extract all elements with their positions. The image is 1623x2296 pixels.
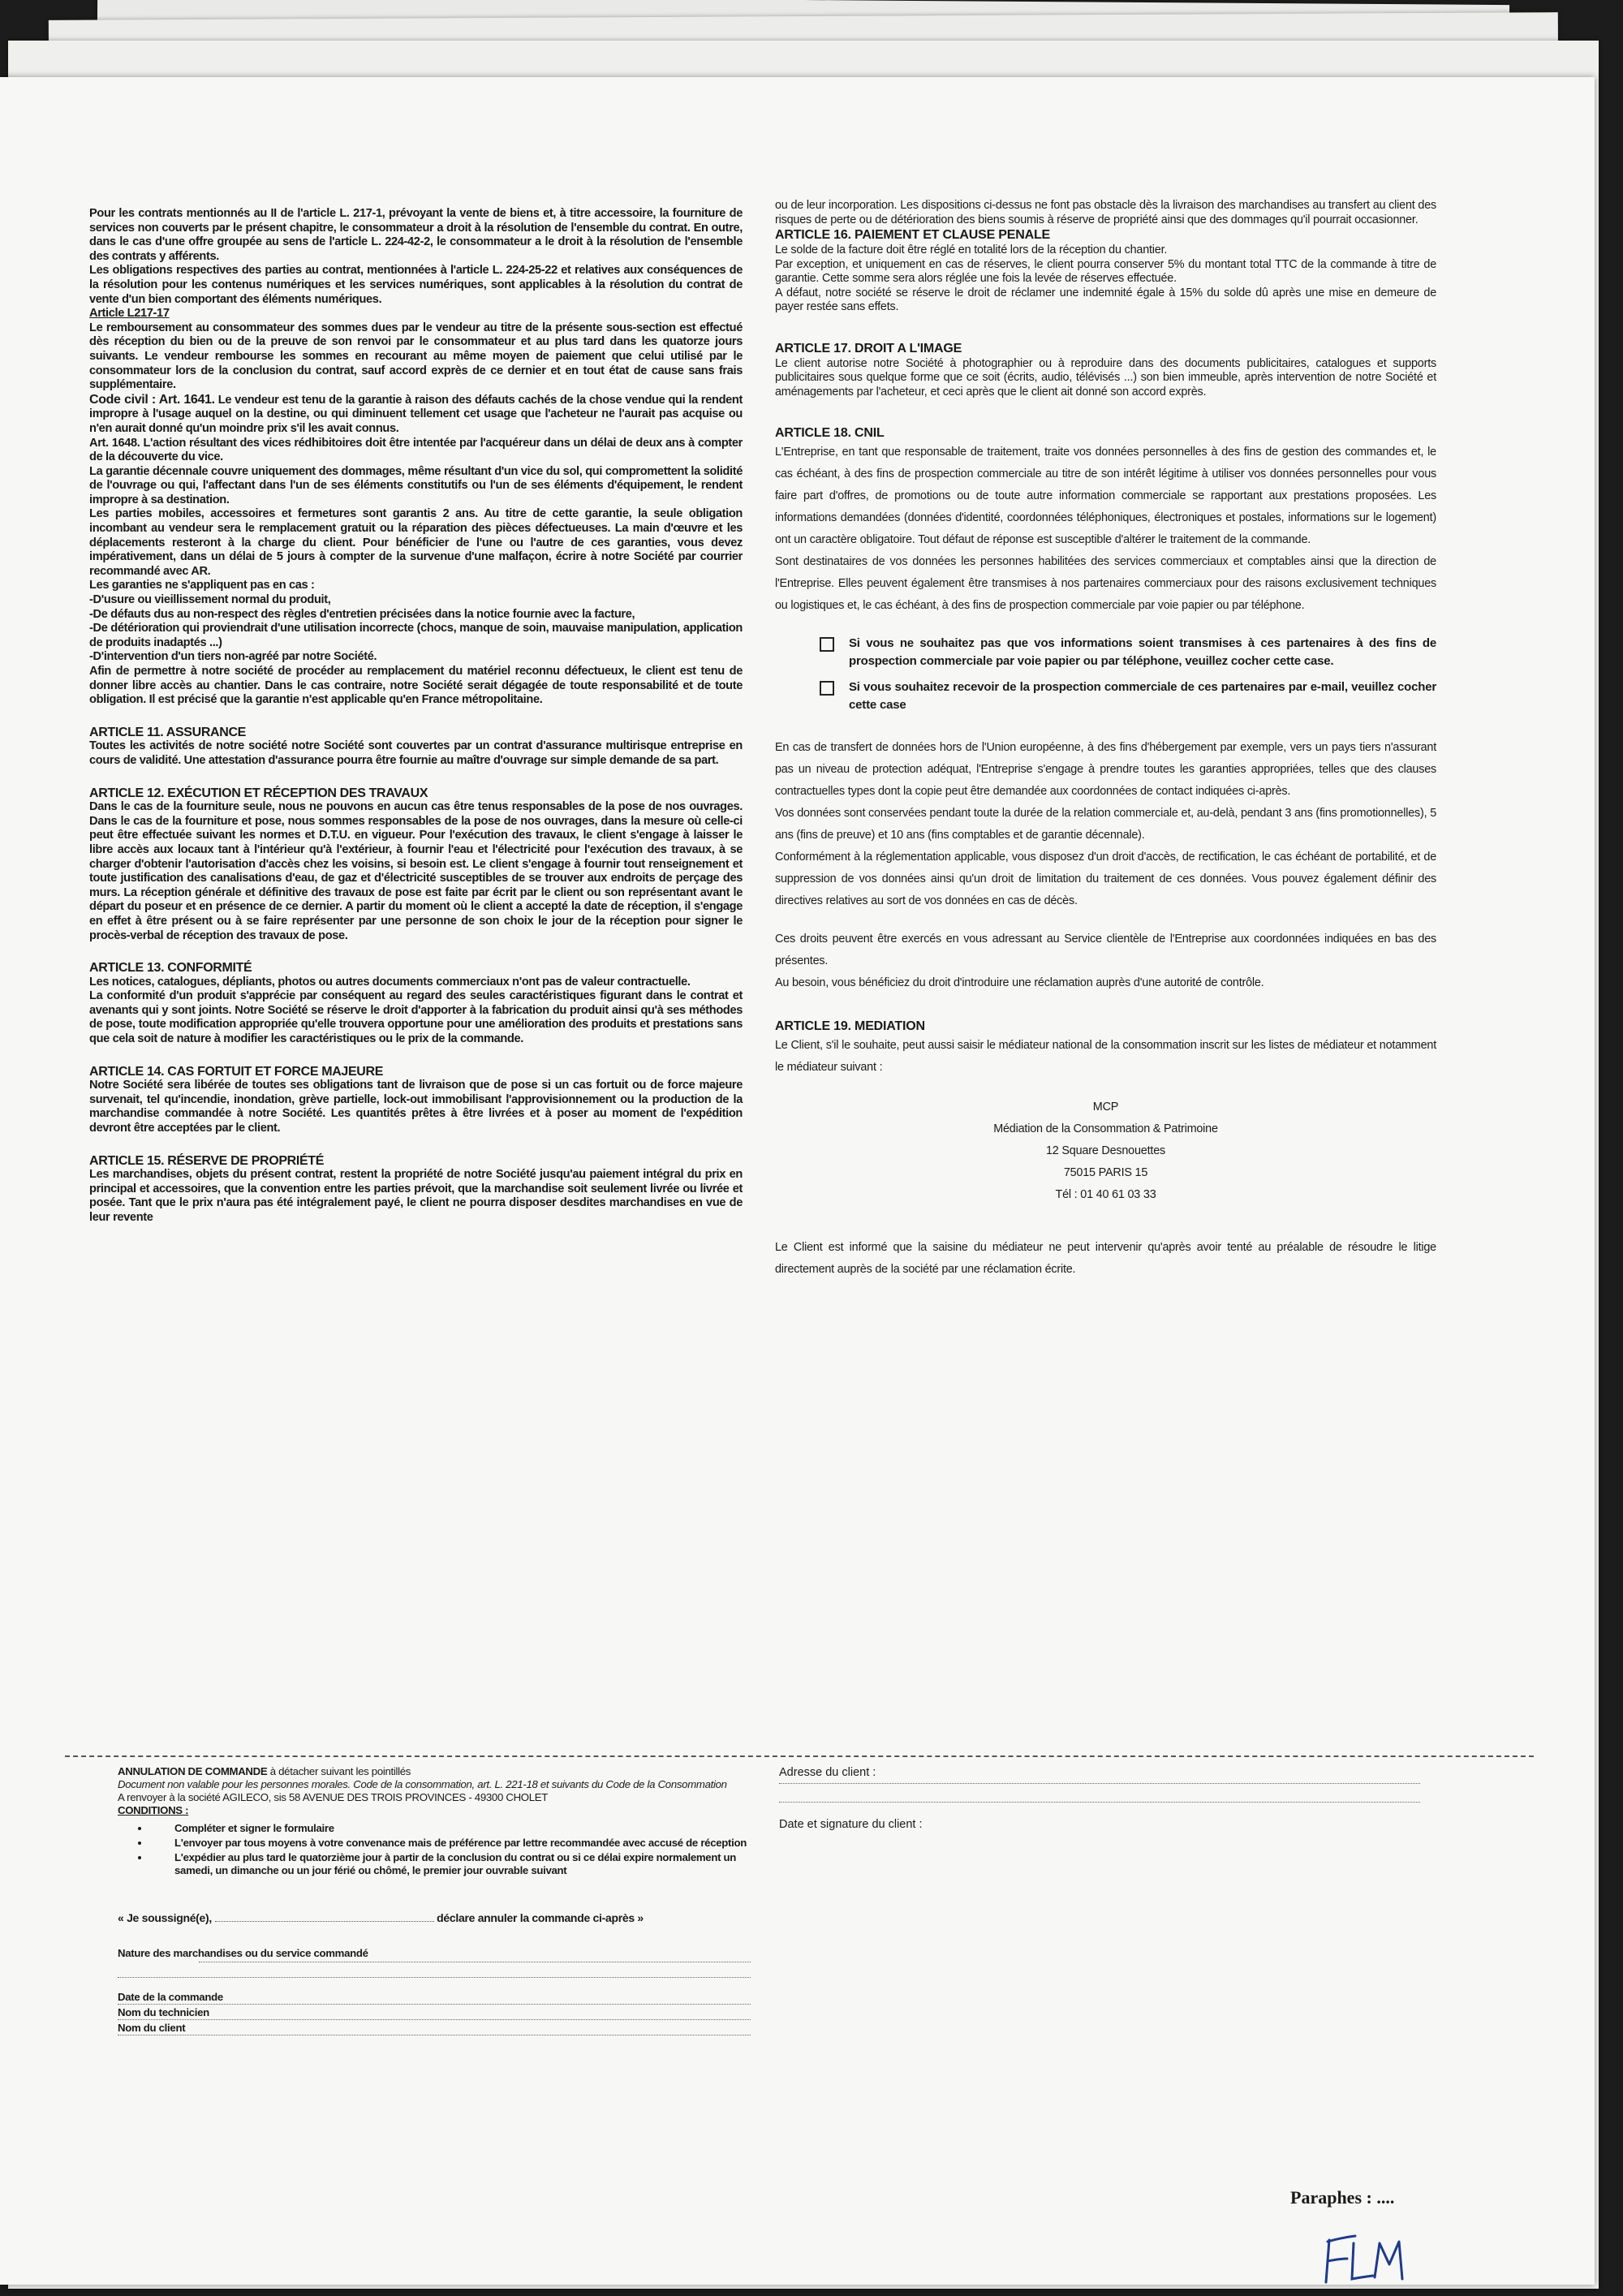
paragraph: La garantie décennale couvre uniquement des dommages, même résultant d'un vice du sol, qui compromettent la solidité de l'ouvrage ou qui, l'affectant dans l'un de ses éléments constitutifs ou l'un de ses éléments d'équipement, le rendent impropre à sa destination. — [89, 464, 743, 506]
paragraph: Le Client, s'il le souhaite, peut aussi saisir le médiateur national de la consommation inscrit sur les listes de médiateur et notamment le médiateur suivant : — [775, 1039, 1436, 1074]
paraphes-label: Paraphes : .... — [1290, 2187, 1395, 2208]
client-name-field[interactable] — [118, 2022, 751, 2035]
list-item: -De détérioration qui proviendrait d'une utilisation incorrecte (chocs, manque de soin, mauvaise manipulation, application de produits inadaptés ...) — [89, 622, 743, 649]
paragraph: Au besoin, vous bénéficiez du droit d'introduire une réclamation auprès d'une autorité de contrôle. — [775, 976, 1264, 989]
paragraph: Sont destinataires de vos données les personnes habilitées des services commerciaux et comptables ainsi que la direction de l'Entreprise. Elles peuvent également être transmises à nos partenaires commerciaux pour des raisons exclusivement techniques ou logistiques et, le cas échéant, à des fins de prospection commerciale par voie papier ou par téléphone. — [775, 555, 1436, 612]
article-18-title: ARTICLE 18. CNIL — [775, 426, 885, 440]
article-12-title: ARTICLE 12. EXÉCUTION ET RÉCEPTION DES TRAVAUX — [89, 786, 428, 800]
paragraph: Les obligations respectives des parties au contrat, mentionnées à l'article L. 224-25-22 et relatives aux conséquences de la résolution pour les contenus numériques et les services numériques, sont applicables à la résolution du contrat de vente d'un bien comportant des éléments numériques. — [89, 264, 743, 306]
paragraph: L'action résultant des vices rédhibitoires doit être intentée par l'acquéreur dans un délai de deux ans à compter de la découverte du vice. — [89, 436, 743, 464]
paragraph: Les garanties ne s'appliquent pas en cas : — [89, 579, 315, 592]
client-name-label: Nom du client — [118, 2022, 186, 2034]
paragraph: Vos données sont conservées pendant toute la durée de la relation commerciale et, au-delà, pendant 3 ans (fins promotionnelles), 5 ans (fins de preuve) et 10 ans (fins comptables et de garantie décennale). — [775, 807, 1436, 842]
paragraph: Les parties mobiles, accessoires et fermetures sont garantis 2 ans. Au titre de cette garantie, la seule obligation incombant au vendeur sera le remplacement gratuit ou la réparation des pièces défectueuses. La main d'œuvre et les déplacements resteront à la charge du client. Pour bénéficier de l'une ou l'autre de ces garanties, vous devez impérativement, dans un délai de 5 jours à compter de la survenue d'une malfaçon, écrire à notre Société par courrier recommandé avec AR. — [89, 507, 743, 578]
article-label: Art. 1648. — [89, 436, 140, 450]
mediator-line: 75015 PARIS 15 — [1063, 1166, 1148, 1179]
form-title-suffix: à détacher suivant les pointillés — [267, 1765, 411, 1777]
paragraph: La conformité d'un produit s'apprécie par conséquent au regard des seules caractéristiques figurant dans le contrat et avenants qui y sont joints. Notre Société se réserve le droit d'apporter à la fabrication du produit ainsi qu'à ses méthodes de pose, toute modification appropriée qu'elle trouvera opportune pour une amélioration des produits et prestations sans que cela soit de nature à modifier les caractéristiques ou le prix de la commande. — [89, 989, 743, 1046]
paragraph: ou de leur incorporation. Les dispositions ci-dessus ne font pas obstacle dès la livraison des marchandises au transfert au client des risques de perte ou de détérioration des biens soumis à réserve de propriété ainsi que des dommages qu'il pourrait occasionner. — [775, 199, 1436, 226]
list-item: -D'intervention d'un tiers non-agréé par notre Société. — [89, 650, 377, 664]
form-title: ANNULATION DE COMMANDE — [118, 1765, 268, 1777]
address-field-2[interactable] — [779, 1784, 1420, 1803]
date-field[interactable] — [118, 1991, 751, 2005]
paragraph: Dans le cas de la fourniture seule, nous ne pouvons en aucun cas être tenus responsables de la pose de nos ouvrages. Dans le cas de la fourniture et pose, nous sommes responsables de la pose de nos ouvrages, dans la mesure où celle-ci peut être effectuée suivant les normes et D.T.U. en vigueur. Pour l'exécution des travaux, le client s'engage à laisser le libre accès aux locaux tant à l'intérieur qu'à l'extérieur, à fournir l'eau et l'électricité pour l'exécution des travaux, à se charger d'obtenir l'autorisation d'accès chez les voisins, si besoin est. Le client s'engage à fournir tout renseignement et toute justification des canalisations d'eau, de gaz et d'électricité susceptibles de se trouver aux endroits de perçage des murs. La réception générale et définitive des travaux de pose est faite par écrit par le client ou son représentant avant le départ du poseur et en présence de ce dernier. A partir du moment où le client a accepté la date de réception, il s'engage en effet à être présent ou à se faire représenter par une personne de son choix le jour de la réception pour signer le procès-verbal de réception des travaux de pose. — [89, 800, 743, 942]
nature-field-2[interactable] — [118, 1964, 751, 1978]
technician-label: Nom du technicien — [118, 2006, 209, 2018]
article-17-title: ARTICLE 17. DROIT A L'IMAGE — [775, 341, 962, 355]
paragraph: Par exception, et uniquement en cas de réserves, le client pourra conserver 5% du montant total TTC de la commande à titre de garantie. Cette somme sera alors réglée une fois la levée de réserves effectuée. — [775, 257, 1436, 285]
mediator-line: 12 Square Desnouettes — [1045, 1144, 1165, 1157]
paragraph: Les marchandises, objets du présent contrat, restent la propriété de notre Société jusqu'au paiement intégral du prix en principal et accessoires, que la convention entre les parties prévoit, que la marchandise soit seulement livrée ou livrée et posée. Tant que le prix n'aura pas été intégralement payé, le client ne pourra disposer desdites marchandises en vue de leur revente — [89, 1168, 743, 1224]
paragraph: Afin de permettre à notre société de procéder au remplacement du matériel reconnu défectueux, le client est tenu de donner libre accès au chantier. Dans le cas contraire, notre Société serait dégagée de toute responsabilité et de toute obligation. Il est précisé que la garantie n'est applicable qu'en France métropolitaine. — [89, 665, 743, 707]
conditions-list — [150, 1822, 751, 1877]
paragraph: Toutes les activités de notre société notre Société sont couvertes par un contrat d'assurance multirisque entreprise en cours de validité. Une attestation d'assurance pourra être fournie au maître d'ouvrage sur simple demande de sa part. — [89, 739, 743, 767]
checkbox-phone[interactable] — [820, 637, 834, 652]
address-label: Adresse du client : — [779, 1766, 876, 1779]
paragraph: Le client autorise notre Société à photographier ou à reproduire dans des documents publicitaires, catalogues et supports publicitaires sous quelque forme que ce soit (écrits, audio, télévisés ...) son bien immeuble, après intervention de notre Société et aménagements par l'acheteur, et ceci après que le client ait donné son accord exprès. — [775, 356, 1436, 398]
initials-signature — [1323, 2232, 1412, 2289]
mediator-address — [775, 1096, 1436, 1206]
declare-line[interactable] — [118, 1911, 751, 1924]
paragraph: Les notices, catalogues, dépliants, photos ou autres documents commerciaux n'ont pas de valeur contractuelle. — [89, 975, 691, 989]
form-note: A renvoyer à la société AGILECO, sis 58 AVENUE DES TROIS PROVINCES - 49300 CHOLET — [118, 1791, 549, 1803]
paragraph: A défaut, notre société se réserve le droit de réclamer une indemnité égale à 15% du solde dû après une mise en demeure de payer restée sans effets. — [775, 286, 1436, 313]
paragraph: Notre Société sera libérée de toutes ses obligations tant de livraison que de pose si un cas fortuit ou de force majeure survenait, tel qu'incendie, inondation, grève partielle, lock-out immobilisant l'approvisionnement ou la production de la marchandise commandée à notre Société. Les quantités prêtes à être livrées et à poser au moment de l'expédition devront être acceptées par le client. — [89, 1079, 743, 1135]
article-15-title: ARTICLE 15. RÉSERVE DE PROPRIÉTÉ — [89, 1153, 325, 1168]
name-field[interactable] — [215, 1921, 434, 1922]
checkbox-email[interactable] — [820, 681, 834, 696]
list-item: • Compléter et signer le formulaire — [150, 1822, 751, 1835]
article-19-title: ARTICLE 19. MEDIATION — [775, 1019, 925, 1033]
paragraph: Le vendeur est tenu de la garantie à raison des défauts cachés de la chose vendue qui la rendent impropre à l'usage auquel on la destine, ou qui diminuent tellement cet usage que l'acheteur ne l'aurait pas acquise ou n'en aurait donné qu'un moindre prix s'il les avait connus. — [89, 393, 743, 435]
declare-end: déclare annuler la commande ci-après » — [437, 1911, 644, 1924]
date-signature-field[interactable] — [779, 1817, 1420, 1832]
paragraph: Le Client est informé que la saisine du médiateur ne peut intervenir qu'après avoir tenté au préalable de résoudre le litige directement auprès de la société par une réclamation écrite. — [775, 1241, 1436, 1276]
client-address-block — [779, 1765, 1420, 1832]
mediator-line: Médiation de la Consommation & Patrimoine — [993, 1122, 1218, 1135]
paragraph: Le solde de la facture doit être réglé en totalité lors de la réception du chantier. — [775, 243, 1168, 256]
checkbox-row-email[interactable] — [820, 678, 1436, 714]
paragraph: Le remboursement au consommateur des sommes dues par le vendeur au titre de la présente sous-section est effectué dès réception du bien ou de la preuve de son renvoi par le consommateur et au plus tard dans les quatorze jours suivants. Le vendeur rembourse les sommes en recourant au même moyen de paiement que celui utilisé par le consommateur lors de la conclusion du contrat, sauf accord exprès de ce dernier et en tout état de cause sans frais supplémentaire. — [89, 321, 743, 392]
checkbox-label: Si vous ne souhaitez pas que vos informations soient transmises à ces partenaires à des fins de prospection commerciale par voie papier ou par téléphone, veuillez cocher cette case. — [849, 636, 1436, 668]
form-note: Document non valable pour les personnes morales. Code de la consommation, art. L. 221-18 et suivants du Code de la Consommation — [118, 1778, 727, 1790]
technician-field[interactable] — [118, 2006, 751, 2020]
date-label: Date de la commande — [118, 1991, 223, 2003]
cancellation-form — [118, 1765, 751, 2035]
conditions-label: CONDITIONS : — [118, 1804, 189, 1816]
list-item: -De défauts dus au non-respect des règles d'entretien précisées dans la notice fournie avec la facture, — [89, 607, 635, 621]
document-page — [0, 77, 1595, 2285]
article-label: Code civil : Art. 1641. — [89, 392, 215, 407]
article-16-title: ARTICLE 16. PAIEMENT ET CLAUSE PENALE — [775, 228, 1051, 242]
left-column — [89, 207, 743, 1226]
paragraph: Pour les contrats mentionnés au II de l'article L. 217-1, prévoyant la vente de biens et, à titre accessoire, la fourniture de services non couverts par le présent chapitre, le consommateur a droit à la résolution de l'ensemble du contrat. En outre, dans le cas d'une offre groupée au sens de l'article L. 224-42-2, le consommateur a le droit à la résolution de l'ensemble des contrats y afférents. — [89, 207, 743, 263]
mediator-line: Tél : 01 40 61 03 33 — [1055, 1188, 1156, 1201]
list-item: -D'usure ou vieillissement normal du produit, — [89, 593, 331, 607]
paragraph: En cas de transfert de données hors de l'Union européenne, à des fins d'hébergement par exemple, vers un pays tiers n'assurant pas un niveau de protection adéquat, l'Entreprise s'engage à prendre toutes les garanties appropriées, telles que des clauses contractuelles types dont la copie peut être demandée aux coordonnées de contact indiquées ci-après. — [775, 741, 1436, 798]
list-item: • L'expédier au plus tard le quatorzième jour à partir de la conclusion du contrat ou si ce délai expire normalement un samedi, un dimanche ou un jour férié ou chômé, le premier jour ouvrable suivant — [150, 1851, 751, 1877]
mediator-line: MCP — [1092, 1101, 1119, 1114]
article-11-title: ARTICLE 11. ASSURANCE — [89, 725, 246, 739]
right-column — [775, 199, 1436, 1281]
checkbox-row-phone[interactable] — [820, 635, 1436, 670]
article-title: Article L217-17 — [89, 307, 170, 321]
cut-line — [65, 1755, 1534, 1757]
nature-label: Nature des marchandises ou du service commandé — [118, 1947, 368, 1959]
paragraph: Ces droits peuvent être exercés en vous adressant au Service clientèle de l'Entreprise aux coordonnées indiquées en bas des présentes. — [775, 933, 1436, 967]
declare-start: « Je soussigné(e), — [118, 1911, 212, 1924]
list-item: • L'envoyer par tous moyens à votre convenance mais de préférence par lettre recommandée avec accusé de réception — [150, 1837, 751, 1850]
paragraph: Conformément à la réglementation applicable, vous disposez d'un droit d'accès, de rectification, le cas échéant de portabilité, et de suppression de vos données ainsi qu'un droit de limitation du traitement de ces données. Vous pouvez également définir des directives relatives au sort de vos données en cas de décès. — [775, 851, 1436, 907]
article-13-title: ARTICLE 13. CONFORMITÉ — [89, 961, 252, 976]
checkbox-label: Si vous souhaitez recevoir de la prospection commerciale de ces partenaires par e-mail, veuillez cocher cette case — [849, 680, 1436, 712]
paragraph: L'Entreprise, en tant que responsable de traitement, traite vos données personnelles à des fins de gestion des commandes et, le cas échéant, à des fins de prospection commerciale au titre de son intérêt légitime à utiliser vos données personnelles pour vous faire part d'offres, de promotions ou de toute autre information commerciale se rapportant aux prestations proposées. Les informations demandées (données d'identité, coordonnées téléphoniques, électroniques et postales, informations sur le logement) ont un caractère obligatoire. Tout défaut de réponse est susceptible d'altérer le traitement de la commande. — [775, 446, 1436, 546]
address-field[interactable] — [779, 1765, 1420, 1784]
article-14-title: ARTICLE 14. CAS FORTUIT ET FORCE MAJEURE — [89, 1064, 384, 1079]
date-signature-label: Date et signature du client : — [779, 1818, 923, 1831]
